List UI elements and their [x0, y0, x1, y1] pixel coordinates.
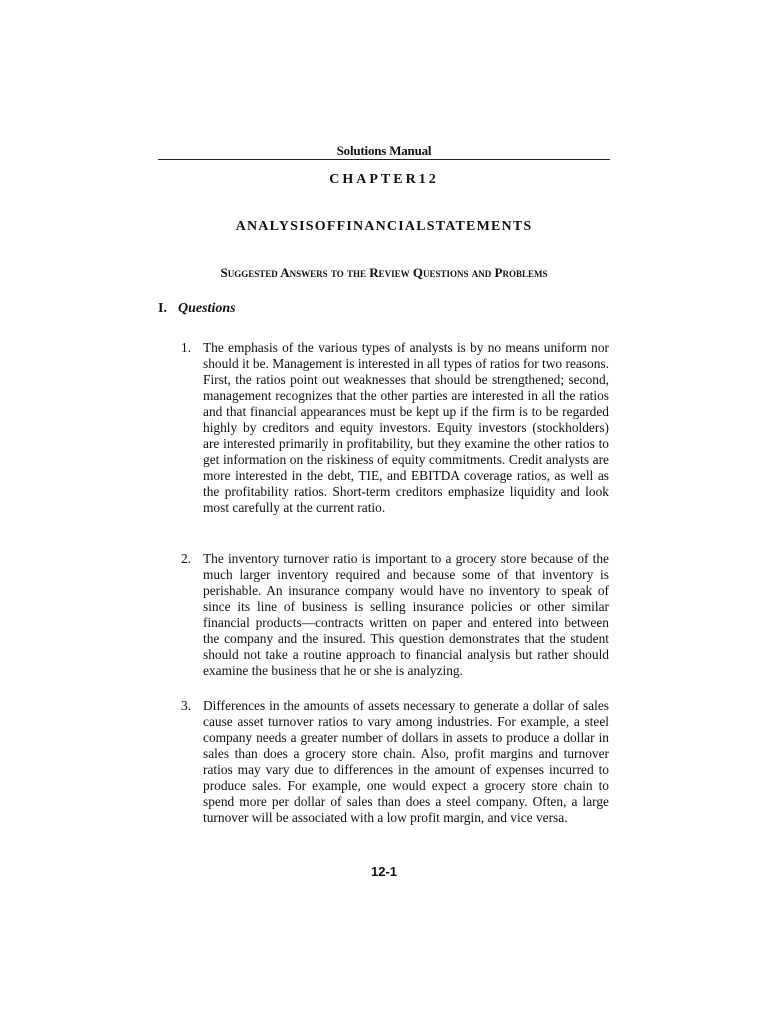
questions-roman-numeral: I.: [158, 301, 167, 316]
answer-number: 3.: [181, 698, 192, 713]
subtitle: Suggested Answers to the Review Questions and Problems: [220, 265, 548, 280]
chapter-title: CHAPTER12: [329, 172, 439, 187]
header-rule: [158, 159, 610, 160]
section-title: ANALYSISOFFINANCIALSTATEMENTS: [235, 219, 533, 234]
running-header: Solutions Manual: [336, 143, 432, 158]
page-number: 12-1: [370, 864, 398, 879]
answer-text: The emphasis of the various types of analysts is by no means uniform nor should it be. Management is interested in all types of ratios for two reasons. First, the ratios point out weaknesses that should be strengthened; second, management recognizes that the other parties are interested in all the ratios and that financial appearances must be kept up if the firm is to be regarded highly by creditors and equity investors. Equity investors (stockholders) are interested primarily in profitability, but they examine the other ratios to get information on the riskiness of equity commitments. Credit analysts are more interested in the debt, TIE, and EBITDA coverage ratios, as well as the profitability ratios. Short-term creditors emphasize liquidity and look most carefully at the current ratio.: [203, 340, 609, 515]
answer-number: 2.: [181, 551, 192, 566]
answer-text: Differences in the amounts of assets necessary to generate a dollar of sales cause asset turnover ratios to vary among industries. For example, a steel company needs a greater number of dollars in assets to produce a dollar in sales than does a grocery store chain. Also, profit margins and turnover ratios may vary due to differences in the amount of expenses incurred to produce sales. For example, one would expect a grocery store chain to spend more per dollar of sales than does a steel company. Often, a large turnover will be associated with a low profit margin, and vice versa.: [203, 698, 609, 825]
answer-item: [181, 551, 609, 679]
questions-heading: [158, 301, 236, 317]
answer-item: [181, 340, 609, 516]
questions-heading-label: Questions: [178, 301, 236, 316]
answer-number: 1.: [181, 340, 192, 355]
answer-item: [181, 698, 609, 826]
answer-text: The inventory turnover ratio is important to a grocery store because of the much larger inventory required and because some of that inventory is perishable. An insurance company would have no inventory to speak of since its line of business is selling insurance policies or other similar financial products—contracts written on paper and entered into between the company and the insured. This question demonstrates that the student should not take a routine approach to financial analysis but rather should examine the business that he or she is analyzing.: [203, 551, 609, 678]
